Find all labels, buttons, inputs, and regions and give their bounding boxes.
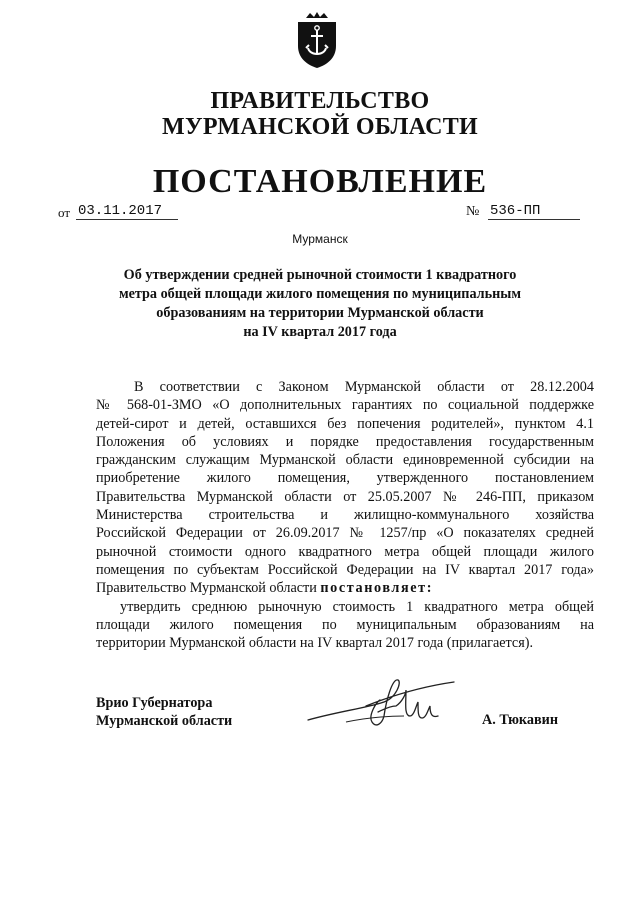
government-title-line1: ПРАВИТЕЛЬСТВО bbox=[210, 88, 430, 114]
subject-line: образованиям на территории Мурманской области bbox=[156, 305, 484, 321]
resolution-line: территории Мурманской области на IV квартал 2017 года (прилагается). bbox=[96, 635, 534, 652]
government-title-line2: МУРМАНСКОЙ ОБЛАСТИ bbox=[162, 114, 478, 140]
document-subject bbox=[110, 266, 530, 342]
date-prefix: от bbox=[58, 205, 71, 220]
number-prefix: № bbox=[466, 204, 480, 219]
subject-line: метра общей площади жилого помещения по муниципальным bbox=[118, 286, 522, 302]
body-line: Положения об условиях и порядке предоставления государственным bbox=[96, 433, 594, 450]
document-type-title: ПОСТАНОВЛЕНИЕ bbox=[152, 163, 488, 200]
coat-of-arms-icon bbox=[292, 10, 342, 70]
resolution-line: площади жилого помещения по муниципальным образованиям на bbox=[96, 616, 594, 633]
document-body bbox=[96, 378, 594, 652]
body-line: детей-сирот и детей, оставшихся без попечения родителей», пунктом 4.1 bbox=[96, 415, 594, 432]
document-date: 03.11.2017 bbox=[76, 203, 178, 220]
signatory-role-line1: Врио Губернатора bbox=[96, 695, 213, 711]
document-number: 536-ПП bbox=[488, 203, 580, 220]
body-line: Министерства строительства и жилищно-коммунального хозяйства bbox=[96, 507, 594, 524]
subject-line: на IV квартал 2017 года bbox=[243, 324, 397, 340]
body-line: рыночной стоимости одного квадратного метра общей площади жилого bbox=[96, 543, 594, 560]
signatory-role bbox=[96, 694, 232, 731]
body-line: Правительства Мурманской области от 25.05.2007 № 246-ПП, приказом bbox=[96, 488, 594, 505]
body-line: Правительство Мурманской области bbox=[96, 580, 317, 597]
body-line: Российской Федерации от 26.09.2017 № 1257/пр «О показателях средней bbox=[96, 525, 594, 542]
resolves-word: постановляет: bbox=[320, 580, 434, 597]
subject-line: Об утверждении средней рыночной стоимости 1 квадратного bbox=[123, 267, 517, 283]
signatory-name: А. Тюкавин bbox=[482, 712, 559, 728]
handwritten-signature-icon bbox=[306, 672, 456, 742]
body-line: приобретение жилого помещения, утвержденного постановлением bbox=[96, 470, 594, 487]
resolution-line: утвердить среднюю рыночную стоимость 1 квадратного метра общей bbox=[120, 598, 594, 615]
body-line-resolves bbox=[96, 579, 594, 597]
body-line: помещения по субъектам Российской Федерации на IV квартал 2017 года» bbox=[96, 561, 594, 578]
body-line: В соответствии с Законом Мурманской области от 28.12.2004 bbox=[134, 379, 594, 395]
signatory-role-line2: Мурманской области bbox=[96, 713, 233, 730]
body-line: гражданским служащим Мурманской области единовременной субсидии на bbox=[96, 452, 594, 469]
document-city: Мурманск bbox=[292, 232, 348, 246]
body-line: № 568-01-ЗМО «О дополнительных гарантиях по социальной поддержке bbox=[96, 397, 594, 414]
